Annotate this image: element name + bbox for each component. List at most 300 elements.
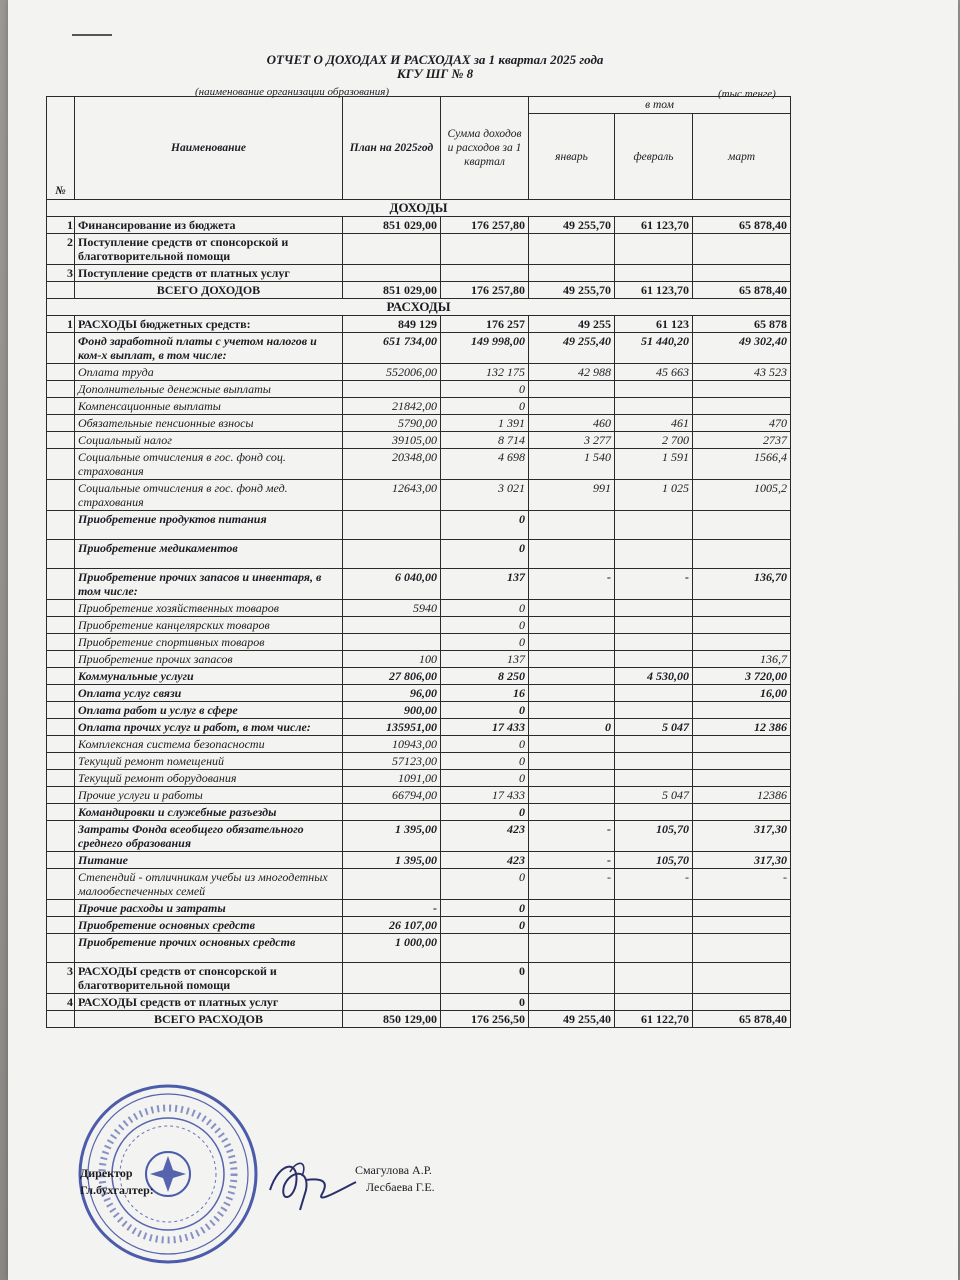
row-sum: 0 xyxy=(441,770,529,787)
row-name: Фонд заработной платы с учетом налогов и ком-х выплат, в том числе: xyxy=(75,333,343,364)
row-mar xyxy=(693,963,791,994)
col-header-name: Наименование xyxy=(75,97,343,200)
row-plan: 1 395,00 xyxy=(343,821,441,852)
row-name: ВСЕГО ДОХОДОВ xyxy=(75,282,343,299)
row-name: Приобретение канцелярских товаров xyxy=(75,617,343,634)
row-plan: 1 395,00 xyxy=(343,852,441,869)
row-name: Обязательные пенсионные взносы xyxy=(75,415,343,432)
row-sum: 137 xyxy=(441,569,529,600)
currency-units: (тыс.тенге) xyxy=(718,88,776,100)
row-feb xyxy=(615,634,693,651)
col-header-no: № xyxy=(47,97,75,200)
table-row xyxy=(47,432,791,449)
row-jan xyxy=(529,702,615,719)
row-jan xyxy=(529,994,615,1011)
row-plan xyxy=(343,381,441,398)
row-jan xyxy=(529,736,615,753)
row-no xyxy=(47,432,75,449)
row-no xyxy=(47,651,75,668)
row-sum xyxy=(441,934,529,963)
row-no xyxy=(47,770,75,787)
report-table xyxy=(46,96,791,1028)
row-feb xyxy=(615,770,693,787)
row-jan: 3 277 xyxy=(529,432,615,449)
row-sum xyxy=(441,265,529,282)
row-name: Приобретение хозяйственных товаров xyxy=(75,600,343,617)
table-row xyxy=(47,569,791,600)
row-plan xyxy=(343,540,441,569)
row-plan: 96,00 xyxy=(343,685,441,702)
table-row xyxy=(47,398,791,415)
row-feb: 61 123 xyxy=(615,316,693,333)
row-plan: 57123,00 xyxy=(343,753,441,770)
table-row xyxy=(47,685,791,702)
row-plan: 1091,00 xyxy=(343,770,441,787)
row-plan xyxy=(343,963,441,994)
row-plan xyxy=(343,234,441,265)
row-sum: 0 xyxy=(441,963,529,994)
row-mar: 317,30 xyxy=(693,852,791,869)
row-mar: 12 386 xyxy=(693,719,791,736)
accountant-name: Лесбаева Г.Е. xyxy=(366,1180,435,1194)
row-no: 1 xyxy=(47,316,75,333)
row-mar: 3 720,00 xyxy=(693,668,791,685)
row-name: Финансирование из бюджета xyxy=(75,217,343,234)
col-header-group: в том xyxy=(529,97,791,114)
row-jan xyxy=(529,934,615,963)
row-mar: 65 878,40 xyxy=(693,282,791,299)
table-row xyxy=(47,449,791,480)
table-row xyxy=(47,480,791,511)
row-plan: 135951,00 xyxy=(343,719,441,736)
row-feb xyxy=(615,617,693,634)
row-feb xyxy=(615,702,693,719)
row-mar: 65 878,40 xyxy=(693,1011,791,1028)
row-no xyxy=(47,736,75,753)
row-mar xyxy=(693,234,791,265)
row-sum: 0 xyxy=(441,600,529,617)
organization-caption: (наименование организации образования) xyxy=(195,86,390,98)
row-sum: 137 xyxy=(441,651,529,668)
row-no xyxy=(47,1011,75,1028)
row-mar xyxy=(693,702,791,719)
row-no xyxy=(47,852,75,869)
row-no xyxy=(47,415,75,432)
row-feb: 51 440,20 xyxy=(615,333,693,364)
row-jan xyxy=(529,668,615,685)
row-no xyxy=(47,869,75,900)
row-no xyxy=(47,480,75,511)
row-mar xyxy=(693,770,791,787)
table-row xyxy=(47,651,791,668)
row-no xyxy=(47,753,75,770)
row-sum: 4 698 xyxy=(441,449,529,480)
row-mar xyxy=(693,736,791,753)
row-name: Оплата прочих услуг и работ, в том числе: xyxy=(75,719,343,736)
row-mar xyxy=(693,540,791,569)
row-plan xyxy=(343,511,441,540)
row-sum: 3 021 xyxy=(441,480,529,511)
row-jan xyxy=(529,753,615,770)
row-feb: 61 122,70 xyxy=(615,1011,693,1028)
row-plan: 850 129,00 xyxy=(343,1011,441,1028)
row-feb xyxy=(615,963,693,994)
row-plan xyxy=(343,994,441,1011)
row-feb xyxy=(615,917,693,934)
row-mar xyxy=(693,804,791,821)
row-plan: 21842,00 xyxy=(343,398,441,415)
table-row xyxy=(47,415,791,432)
row-no xyxy=(47,364,75,381)
row-sum xyxy=(441,234,529,265)
table-row xyxy=(47,736,791,753)
row-feb xyxy=(615,265,693,282)
row-mar: 12386 xyxy=(693,787,791,804)
col-header-feb: февраль xyxy=(615,114,693,200)
row-name: Оплата труда xyxy=(75,364,343,381)
table-row xyxy=(47,900,791,917)
row-sum: 0 xyxy=(441,617,529,634)
row-jan xyxy=(529,770,615,787)
row-name: Степендий - отличникам учебы из многодетных малообеспеченных семей xyxy=(75,869,343,900)
row-jan xyxy=(529,963,615,994)
row-sum: 0 xyxy=(441,917,529,934)
row-name: Приобретение медикаментов xyxy=(75,540,343,569)
row-plan: 849 129 xyxy=(343,316,441,333)
row-plan: 5790,00 xyxy=(343,415,441,432)
col-header-jan: январь xyxy=(529,114,615,200)
row-name: Оплата работ и услуг в сфере xyxy=(75,702,343,719)
row-sum: 0 xyxy=(441,869,529,900)
row-mar xyxy=(693,398,791,415)
row-no xyxy=(47,702,75,719)
row-no xyxy=(47,719,75,736)
table-row xyxy=(47,511,791,540)
row-mar: 1005,2 xyxy=(693,480,791,511)
row-feb: 461 xyxy=(615,415,693,432)
row-mar xyxy=(693,994,791,1011)
row-sum: 149 998,00 xyxy=(441,333,529,364)
row-feb: 105,70 xyxy=(615,821,693,852)
row-feb xyxy=(615,934,693,963)
row-name: Дополнительные денежные выплаты xyxy=(75,381,343,398)
row-jan xyxy=(529,398,615,415)
row-name: Коммунальные услуги xyxy=(75,668,343,685)
row-plan: 651 734,00 xyxy=(343,333,441,364)
row-plan xyxy=(343,617,441,634)
row-sum: 0 xyxy=(441,804,529,821)
report-title: ОТЧЕТ О ДОХОДАХ И РАСХОДАХ за 1 квартал 2025 года xyxy=(266,52,604,67)
income-section-header: ДОХОДЫ xyxy=(47,200,791,217)
row-mar: 317,30 xyxy=(693,821,791,852)
table-row xyxy=(47,934,791,963)
row-feb xyxy=(615,736,693,753)
row-name: Приобретение спортивных товаров xyxy=(75,634,343,651)
row-no xyxy=(47,804,75,821)
row-feb xyxy=(615,600,693,617)
row-feb: 1 025 xyxy=(615,480,693,511)
row-jan xyxy=(529,234,615,265)
row-name: Социальные отчисления в гос. фонд соц. страхования xyxy=(75,449,343,480)
row-sum: 423 xyxy=(441,852,529,869)
row-feb xyxy=(615,540,693,569)
row-feb: 61 123,70 xyxy=(615,282,693,299)
row-jan: 49 255 xyxy=(529,316,615,333)
row-sum: 17 433 xyxy=(441,719,529,736)
row-name: Поступление средств от платных услуг xyxy=(75,265,343,282)
row-plan: 66794,00 xyxy=(343,787,441,804)
row-plan: 12643,00 xyxy=(343,480,441,511)
row-feb: 5 047 xyxy=(615,719,693,736)
row-jan: - xyxy=(529,821,615,852)
row-plan: 1 000,00 xyxy=(343,934,441,963)
accountant-label: Гл.бухгалтер: xyxy=(80,1183,154,1197)
row-mar xyxy=(693,934,791,963)
row-plan: 5940 xyxy=(343,600,441,617)
row-name: Социальные отчисления в гос. фонд мед. страхования xyxy=(75,480,343,511)
row-name: Оплата услуг связи xyxy=(75,685,343,702)
row-no xyxy=(47,381,75,398)
row-plan: 552006,00 xyxy=(343,364,441,381)
row-jan: 460 xyxy=(529,415,615,432)
row-name: ВСЕГО РАСХОДОВ xyxy=(75,1011,343,1028)
row-jan: 1 540 xyxy=(529,449,615,480)
row-name: Приобретение основных средств xyxy=(75,917,343,934)
row-feb xyxy=(615,234,693,265)
row-feb xyxy=(615,804,693,821)
table-row xyxy=(47,821,791,852)
row-name: РАСХОДЫ бюджетных средств: xyxy=(75,316,343,333)
row-no xyxy=(47,398,75,415)
col-header-sum: Сумма доходов и расходов за 1 квартал xyxy=(441,97,529,200)
row-feb xyxy=(615,651,693,668)
row-feb: - xyxy=(615,569,693,600)
row-mar xyxy=(693,917,791,934)
row-jan xyxy=(529,651,615,668)
income-total-row xyxy=(47,282,791,299)
row-jan: 49 255,40 xyxy=(529,333,615,364)
row-sum: 8 714 xyxy=(441,432,529,449)
row-plan: 20348,00 xyxy=(343,449,441,480)
row-plan: 851 029,00 xyxy=(343,217,441,234)
row-no: 3 xyxy=(47,265,75,282)
table-row xyxy=(47,617,791,634)
pen-mark xyxy=(72,34,112,36)
row-name: Текущий ремонт оборудования xyxy=(75,770,343,787)
row-feb xyxy=(615,381,693,398)
row-jan xyxy=(529,540,615,569)
row-no xyxy=(47,540,75,569)
table-row xyxy=(47,316,791,333)
row-mar: 49 302,40 xyxy=(693,333,791,364)
row-sum: 1 391 xyxy=(441,415,529,432)
row-plan: 851 029,00 xyxy=(343,282,441,299)
row-plan xyxy=(343,869,441,900)
row-no xyxy=(47,668,75,685)
row-name: Компенсационные выплаты xyxy=(75,398,343,415)
row-jan: 991 xyxy=(529,480,615,511)
table-row xyxy=(47,869,791,900)
row-sum: 16 xyxy=(441,685,529,702)
row-jan: 49 255,40 xyxy=(529,1011,615,1028)
row-sum: 0 xyxy=(441,381,529,398)
row-name: Командировки и служебные разъезды xyxy=(75,804,343,821)
row-jan: 42 988 xyxy=(529,364,615,381)
row-name: Социальный налог xyxy=(75,432,343,449)
row-sum: 0 xyxy=(441,634,529,651)
row-feb xyxy=(615,685,693,702)
row-mar: 43 523 xyxy=(693,364,791,381)
row-name: Комплексная система безопасности xyxy=(75,736,343,753)
row-mar: 136,70 xyxy=(693,569,791,600)
row-no xyxy=(47,282,75,299)
row-plan: - xyxy=(343,900,441,917)
row-sum: 0 xyxy=(441,753,529,770)
row-jan xyxy=(529,685,615,702)
row-no xyxy=(47,821,75,852)
row-mar: - xyxy=(693,869,791,900)
row-feb xyxy=(615,753,693,770)
row-feb: 2 700 xyxy=(615,432,693,449)
row-feb: 1 591 xyxy=(615,449,693,480)
table-row xyxy=(47,804,791,821)
row-plan xyxy=(343,265,441,282)
row-feb: 105,70 xyxy=(615,852,693,869)
row-mar: 65 878 xyxy=(693,316,791,333)
row-jan: 49 255,70 xyxy=(529,217,615,234)
row-plan xyxy=(343,634,441,651)
row-plan: 39105,00 xyxy=(343,432,441,449)
row-name: Прочие услуги и работы xyxy=(75,787,343,804)
table-row xyxy=(47,364,791,381)
row-name: Поступление средств от спонсорской и благотворительной помощи xyxy=(75,234,343,265)
table-row xyxy=(47,265,791,282)
row-sum: 0 xyxy=(441,994,529,1011)
row-mar xyxy=(693,381,791,398)
row-mar xyxy=(693,600,791,617)
row-mar: 136,7 xyxy=(693,651,791,668)
row-mar: 65 878,40 xyxy=(693,217,791,234)
row-sum: 132 175 xyxy=(441,364,529,381)
table-row xyxy=(47,787,791,804)
row-no xyxy=(47,787,75,804)
row-sum: 17 433 xyxy=(441,787,529,804)
table-row xyxy=(47,634,791,651)
row-no xyxy=(47,569,75,600)
table-row xyxy=(47,719,791,736)
row-jan xyxy=(529,381,615,398)
row-feb xyxy=(615,900,693,917)
row-name: Текущий ремонт помещений xyxy=(75,753,343,770)
row-no: 4 xyxy=(47,994,75,1011)
row-plan: 10943,00 xyxy=(343,736,441,753)
row-name: Питание xyxy=(75,852,343,869)
row-feb xyxy=(615,398,693,415)
row-name: Приобретение прочих основных средств xyxy=(75,934,343,963)
row-name: Приобретение продуктов питания xyxy=(75,511,343,540)
row-sum: 0 xyxy=(441,398,529,415)
director-label: Директор xyxy=(80,1166,133,1180)
organization-name: КГУ ШГ № 8 xyxy=(396,66,474,81)
row-jan: 49 255,70 xyxy=(529,282,615,299)
row-sum: 176 257,80 xyxy=(441,217,529,234)
row-no xyxy=(47,600,75,617)
row-mar xyxy=(693,265,791,282)
row-no: 2 xyxy=(47,234,75,265)
row-mar: 470 xyxy=(693,415,791,432)
table-row xyxy=(47,753,791,770)
table-row xyxy=(47,770,791,787)
row-sum: 176 257 xyxy=(441,316,529,333)
table-row xyxy=(47,917,791,934)
row-name: РАСХОДЫ средств от платных услуг xyxy=(75,994,343,1011)
table-row xyxy=(47,668,791,685)
row-jan xyxy=(529,917,615,934)
row-no xyxy=(47,511,75,540)
row-sum: 0 xyxy=(441,900,529,917)
row-sum: 423 xyxy=(441,821,529,852)
row-plan: 26 107,00 xyxy=(343,917,441,934)
row-no xyxy=(47,634,75,651)
table-row xyxy=(47,381,791,398)
row-name: Затраты Фонда всеобщего обязательного среднего образования xyxy=(75,821,343,852)
row-sum: 0 xyxy=(441,540,529,569)
row-mar xyxy=(693,634,791,651)
table-row xyxy=(47,852,791,869)
row-plan: 900,00 xyxy=(343,702,441,719)
row-mar xyxy=(693,511,791,540)
table-row xyxy=(47,217,791,234)
row-mar xyxy=(693,900,791,917)
table-row xyxy=(47,994,791,1011)
row-jan xyxy=(529,900,615,917)
row-jan: - xyxy=(529,869,615,900)
row-jan xyxy=(529,804,615,821)
table-row xyxy=(47,333,791,364)
table-row xyxy=(47,540,791,569)
row-jan xyxy=(529,787,615,804)
row-jan: - xyxy=(529,569,615,600)
row-jan xyxy=(529,265,615,282)
row-mar: 16,00 xyxy=(693,685,791,702)
table-row xyxy=(47,600,791,617)
row-sum: 0 xyxy=(441,511,529,540)
row-no xyxy=(47,617,75,634)
row-mar xyxy=(693,753,791,770)
table-row xyxy=(47,963,791,994)
row-feb: 45 663 xyxy=(615,364,693,381)
row-name: РАСХОДЫ средств от спонсорской и благотворительной помощи xyxy=(75,963,343,994)
expense-section-header: РАСХОДЫ xyxy=(47,299,791,316)
row-sum: 176 257,80 xyxy=(441,282,529,299)
row-feb: - xyxy=(615,869,693,900)
director-name: Смагулова А.Р. xyxy=(355,1163,432,1177)
col-header-plan: План на 2025год xyxy=(343,97,441,200)
row-plan: 6 040,00 xyxy=(343,569,441,600)
row-no xyxy=(47,333,75,364)
row-no xyxy=(47,449,75,480)
row-jan: 0 xyxy=(529,719,615,736)
row-no xyxy=(47,900,75,917)
row-name: Прочие расходы и затраты xyxy=(75,900,343,917)
table-row xyxy=(47,234,791,265)
row-jan xyxy=(529,634,615,651)
row-plan xyxy=(343,804,441,821)
row-jan xyxy=(529,511,615,540)
row-name: Приобретение прочих запасов xyxy=(75,651,343,668)
row-jan xyxy=(529,617,615,634)
col-header-mar: март xyxy=(693,114,791,200)
